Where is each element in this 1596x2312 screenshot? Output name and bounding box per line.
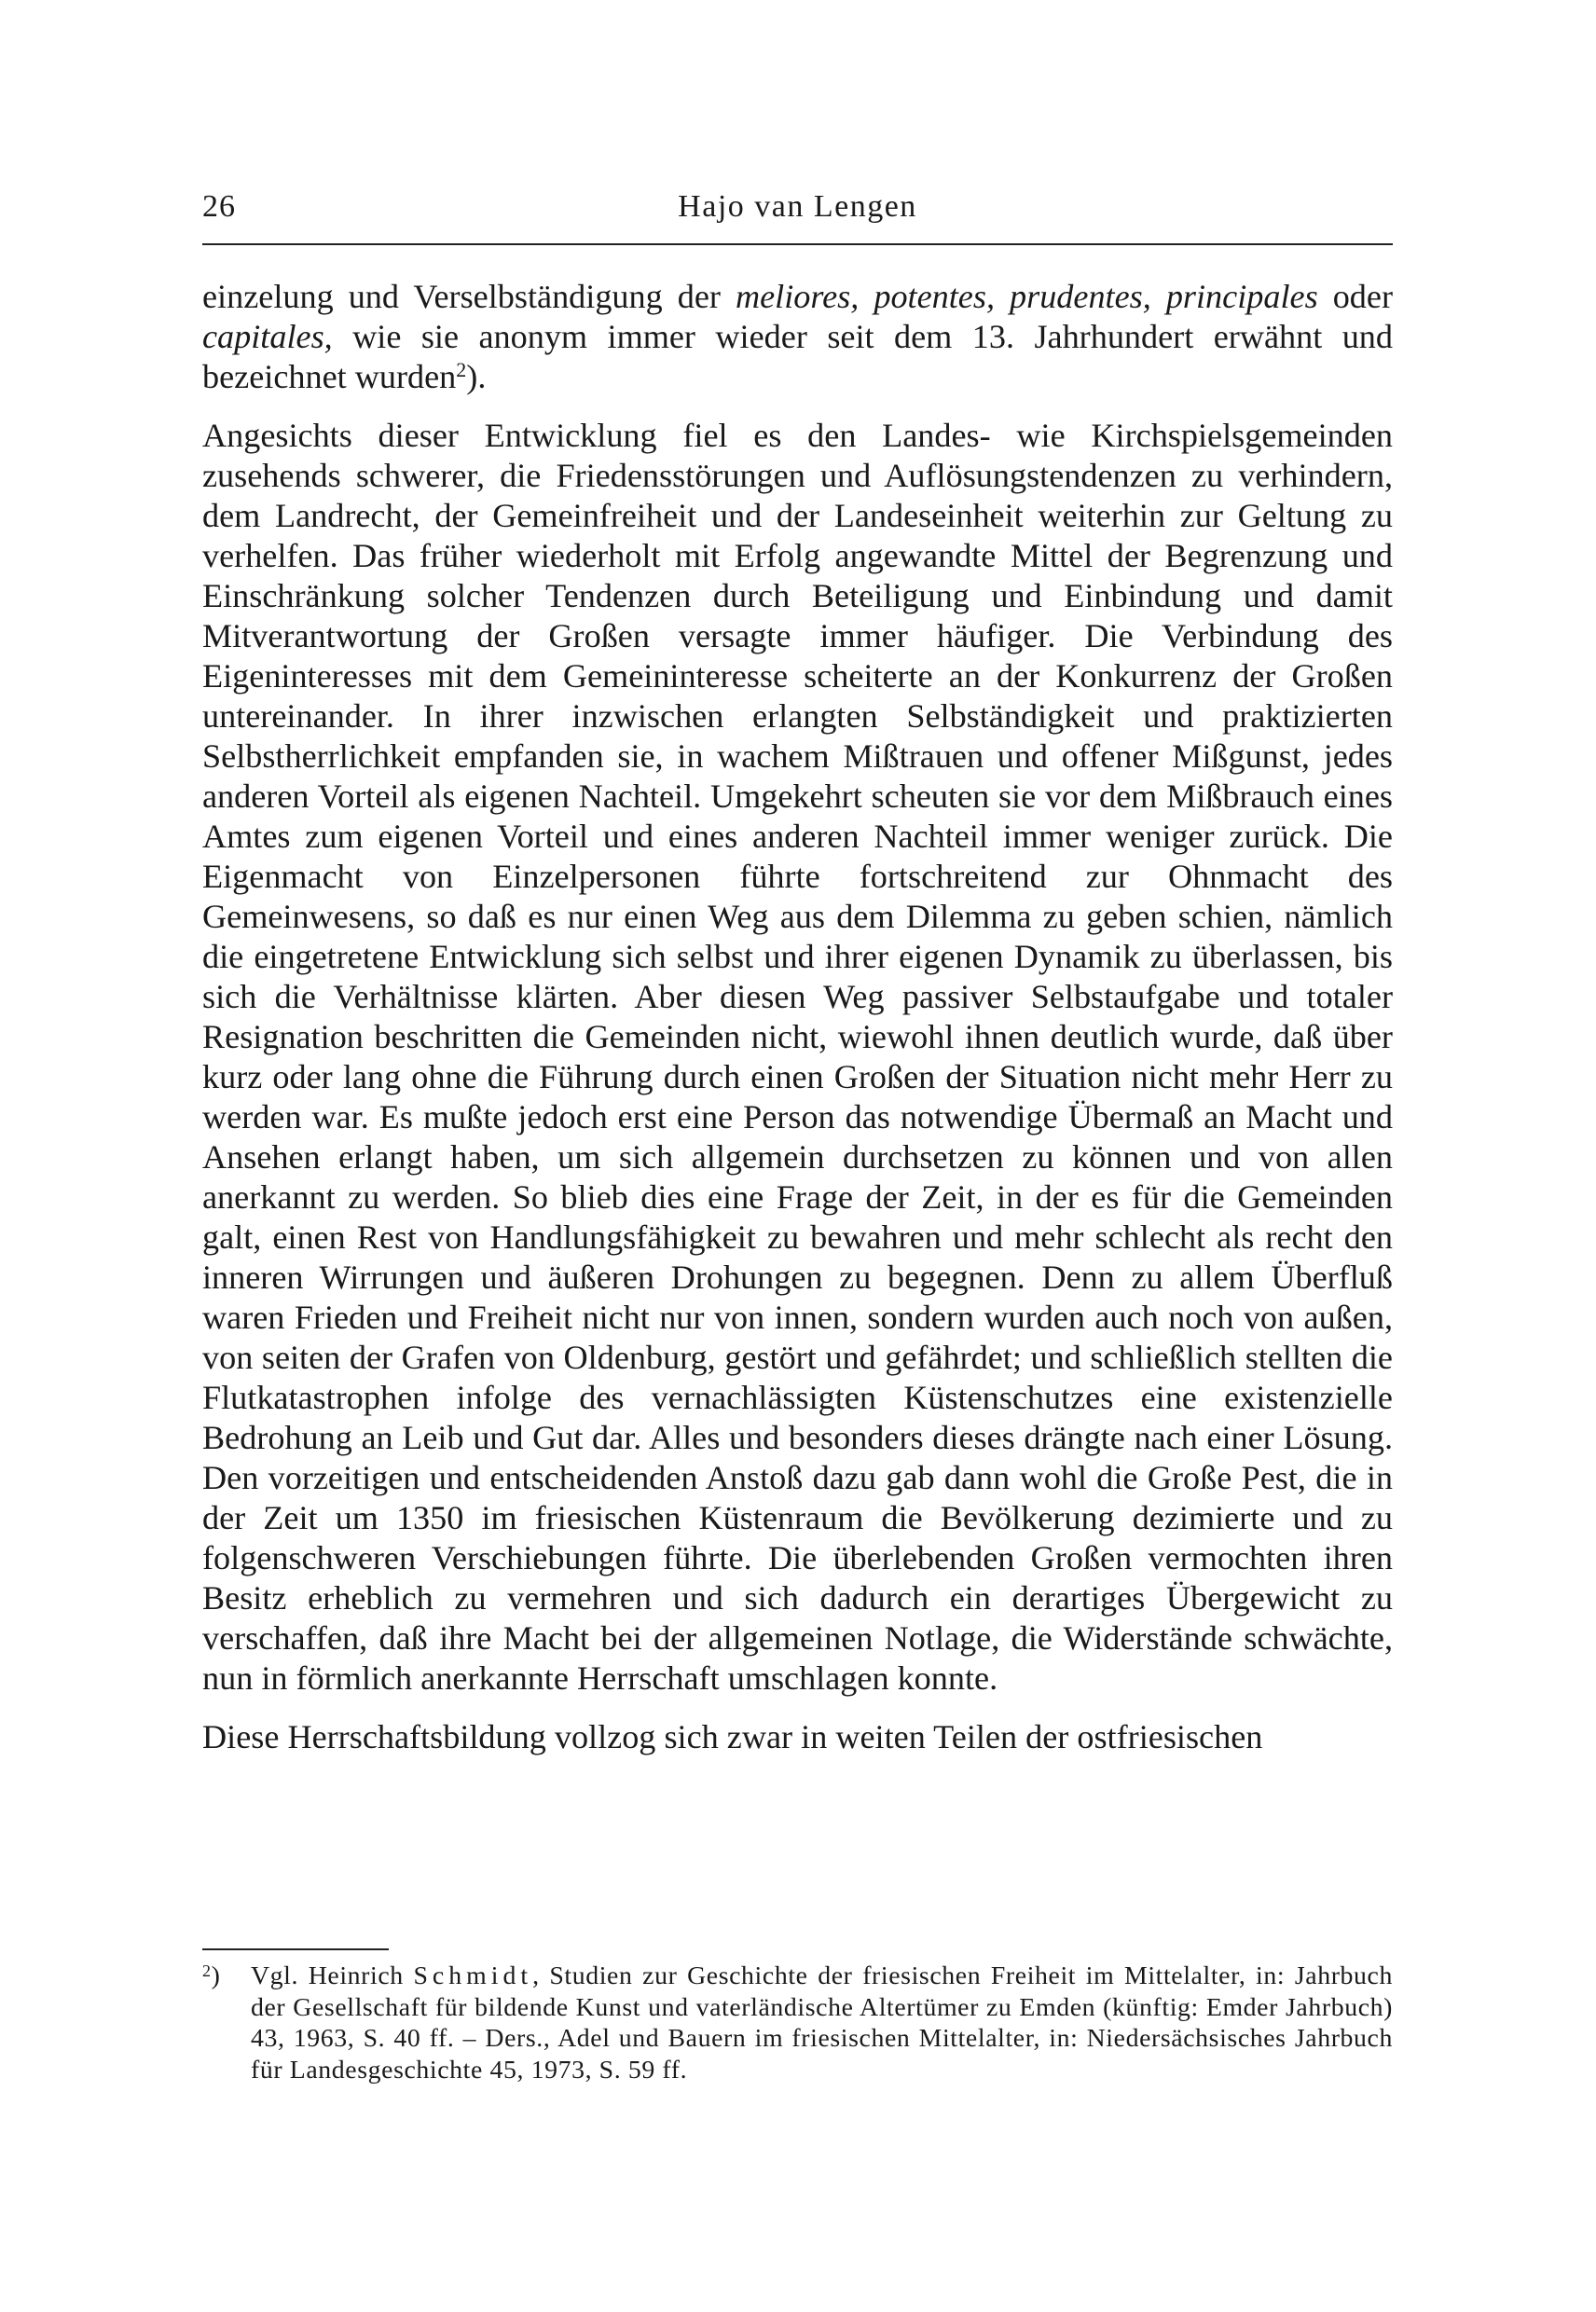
footnote-mark	[202, 1961, 220, 1992]
footnote-author: Schmidt	[413, 1961, 533, 1990]
page-header	[202, 189, 1393, 241]
footnote-rule	[202, 1948, 389, 1950]
paragraph-1-text-a: einzelung und Verselbständigung der	[202, 278, 736, 315]
paragraph-1-text-d: ).	[466, 358, 487, 395]
paragraph-2: Angesichts dieser Entwicklung fiel es den Landes- wie Kirchspielsgemeinden zusehends schwerer, die Friedensstörungen und Auflösungstendenzen zu verhindern, dem Landrecht, der Gemeinfreiheit und der Landeseinheit weiterhin zur Geltung zu verhelfen. Das früher wiederholt mit Erfolg angewandte Mittel der Begrenzung und Einschränkung solcher Tendenzen durch Beteiligung und Einbindung und damit Mitverantwortung der Großen versagte immer häufiger. Die Verbindung des Eigeninteresses mit dem Gemeininteresse scheiterte an der Konkurrenz der Großen untereinander. In ihrer inzwischen erlangten Selbständigkeit und praktizierten Selbstherrlichkeit empfanden sie, in wachem Mißtrauen und offener Mißgunst, jedes anderen Vorteil als eigenen Nachteil. Umgekehrt scheuten sie vor dem Mißbrauch eines Amtes zum eigenen Vorteil und eines anderen Nachteil immer weniger zurück. Die Eigenmacht von Einzelpersonen führte fortschreitend zur Ohnmacht des Gemeinwesens, so daß es nur einen Weg aus dem Dilemma zu geben schien, nämlich die eingetretene Entwicklung sich selbst und ihrer eigenen Dynamik zu überlassen, bis sich die Verhältnisse klärten. Aber diesen Weg passiver Selbstaufgabe und totaler Resignation beschritten die Gemeinden nicht, wiewohl ihnen deutlich wurde, daß über kurz oder lang ohne die Führung durch einen Großen der Situation nicht mehr Herr zu werden war. Es mußte jedoch erst eine Person das notwendige Übermaß an Macht und Ansehen erlangt haben, um sich allgemein durchsetzen zu können und von allen anerkannt zu werden. So blieb dies eine Frage der Zeit, in der es für die Gemeinden galt, einen Rest von Handlungsfähigkeit zu bewahren und mehr schlecht als recht den inneren Wirrungen und äußeren Drohungen zu begegnen. Denn zu allem Überfluß waren Frieden und Freiheit nicht nur von innen, sondern wurden auch noch von außen, von seiten der Grafen von Oldenburg, gestört und gefährdet; und schließlich stellten die Flutkatastrophen infolge des vernachlässigten Küstenschutzes eine existenzielle Bedrohung an Leib und Gut dar. Alles und besonders dieses drängte nach einer Lösung. Den vorzeitigen und entscheidenden Anstoß dazu gab dann wohl die Große Pest, die in der Zeit um 1350 im friesischen Küstenraum die Bevölkerung dezimierte und zu folgenschweren Verschiebungen führte. Die überlebenden Großen vermochten ihren Besitz erheblich zu vermehren und sich dadurch ein derartiges Übergewicht zu verschaffen, daß ihre Macht bei der allgemeinen Notlage, die Widerstände schwächte, nun in förmlich anerkannte Herrschaft umschlagen konnte.	[202, 417, 1393, 1697]
footnote-2	[202, 1961, 1393, 2085]
running-head: Hajo van Lengen	[678, 189, 917, 224]
header-rule	[202, 243, 1393, 245]
latin-terms: meliores, potentes, prudentes, principales	[735, 278, 1318, 315]
footnote-text-a: Vgl. Heinrich	[251, 1961, 414, 1990]
footnote-text-b: , Studien zur Geschichte der friesischen Freiheit im Mittelalter, in: Jahrbuch der Gesellschaft für bildende Kunst und vaterländische Altertümer zu Emden (künftig: Emder Jahrbuch) 43, 1963, S. 40 ff. – Ders., Adel und Bauern im friesischen Mittelalter, in: Niedersächsisches Jahrbuch für Landesgeschichte 45, 1973, S. 59 ff.	[251, 1961, 1393, 2085]
latin-term-capitales: capitales,	[202, 318, 333, 355]
footnote-mark-paren: )	[211, 1961, 221, 1990]
footnote-number: 2	[202, 1961, 212, 1980]
page-number: 26	[202, 189, 236, 224]
footnote-reference[interactable]: 2	[456, 358, 467, 381]
paragraph-1-text-c: wie sie anonym immer wieder seit dem 13. Jahrhundert erwähnt und bezeichnet wurden	[202, 318, 1393, 395]
body-text	[202, 277, 1393, 1757]
paragraph-3: Diese Herrschaftsbildung vollzog sich zwar in weiten Teilen der ostfriesischen	[202, 1718, 1263, 1755]
footnotes	[202, 1961, 1393, 2085]
paragraph-1-text-b: oder	[1317, 278, 1393, 315]
paragraph-1	[202, 277, 1393, 397]
